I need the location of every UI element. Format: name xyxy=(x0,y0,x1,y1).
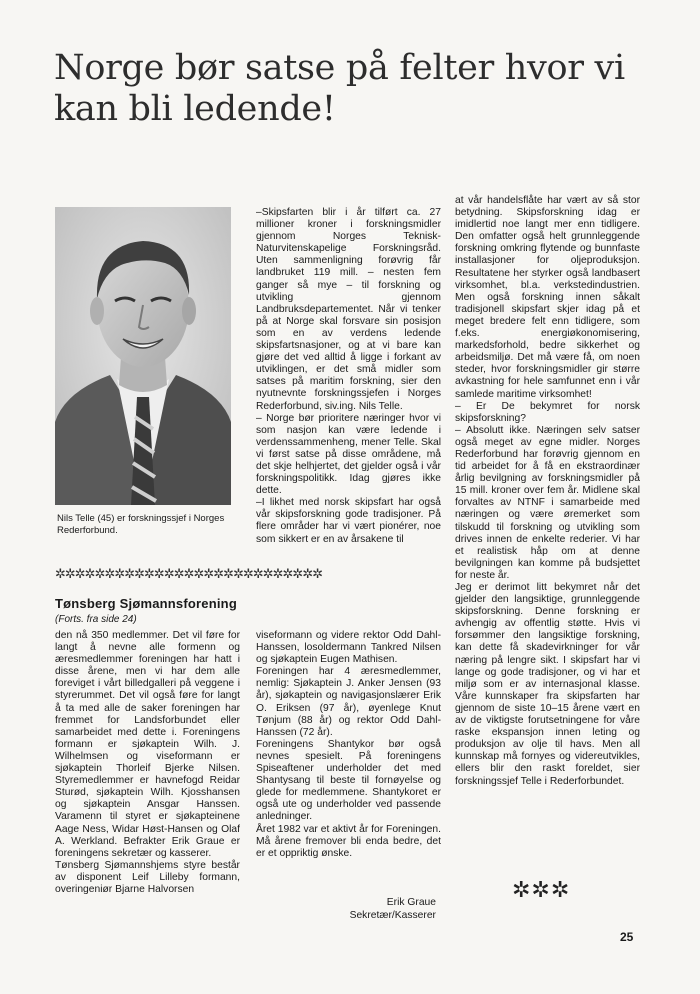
section-left-text: den nå 350 medlemmer. Det vil føre for langt å nevne alle formenn og æresmedlemmer foreningen har hatt i disse årene, men vi har dem alle foreviget i vårt billedgalleri på veggene i styrerummet. Det vil også føre for langt å ta med alle de saker foreningen har fremmet for Landsforbundet eller samarbeidet med dette i. Foreningens formann er sjøkaptein Wilh. J. Wilhelmsen og viseformann er sjøkaptein Thorleif Bjerke Nilsen. Styremedlemmer er havnefogd Reidar Sturød, sjøkaptein Wilh. Kjosshansen og sjøkaptein Ansgar Hanssen. Varamenn til styret er sjøkapteinene Aage Ness, Widar Høst-Hansen og Olaf A. Werkland. Befrakter Erik Graue er foreningens sekretær og kasserer. Tønsberg Sjømannshjems styre består av disponent Leif Lilleby formann, overingeniør Bjarne Halvorsen xyxy=(55,630,240,895)
article-middle-text: –Skipsfarten blir i år tilført ca. 27 millioner kroner i forskningsmidler gjennom Norges Teknisk-Naturvitenskapelige Forskningsråd. Uten sammenligning forøvrig får landbruket 119 mill. – nesten fem ganger så mye – til forskning og utvikling gjennom Landbruksdepartementet. Når vi tenker på at Norge skal forsvare sin posisjon som en av verdens ledende skipsfartsnasjoner, og at vi bare kan gjøre det ved alltid å ligge i forkant av utviklingen, er det små midler som satses på maritim forskning, sier den nyutnevnte forskningssjefen i Norges Rederforbund, siv.ing. Nils Telle. – Norge bør prioritere næringer hvor vi som nasjon kan være ledende i verdenssammenheng, mener Telle. Skal vi først satse på disse områdene, må det skje helhjertet, det gjelder også i vår forskningspolitikk. Idag gjøres ikke dette. –I likhet med norsk skipsfart har også vår skipsforskning gode tradisjoner. På flere områder har vi vært pionérer, noe som sikkert er en av årsakene til xyxy=(256,207,441,545)
article-column-right xyxy=(455,195,640,788)
photo-caption: Nils Telle (45) er forskningssjef i Norges Rederforbund. xyxy=(57,513,225,536)
ornamental-divider: ✲✲✲✲✲✲✲✲✲✲✲✲✲✲✲✲✲✲✲✲✲✲✲✲✲✲✲ xyxy=(55,567,323,582)
portrait-illustration xyxy=(55,207,231,505)
continuation-note: (Forts. fra side 24) xyxy=(55,614,137,625)
article-column-middle xyxy=(256,207,441,546)
article-right-text: at vår handelsflåte har vært av så stor betydning. Skipsforskning idag er imidlertid noe langt mer enn tidligere. Den omfatter også helt grunnleggende forskning omkring flytende og bunnfaste installasjoner for oljeproduksjon. Resultatene her styrker også landbasert virksomhet, bl.a. verkstedindustrien. Men også forskning innen såkalt tradisjonell skipsfart skjer idag på et meget bredere felt enn tidligere, som f.eks. energiøkonomisering, markedsforhold, bedre sikkerhet og arbeidsmiljø. Det må være få, om noen steder, hvor forskningsmidler gir større avkastning for hele samfunnet enn i vår samlede maritime virksomhet! – Er De bekymret for norsk skipsforskning? – Absolutt ikke. Næringen selv satser også meget av egne midler. Norges Rederforbund har forøvrig gjennom en tid arbeidet for å få en ekstraordinær årlig bevilgning av forskningsmidler på 15 mill. kroner over fem år. Midlene skal forvaltes av NTNF i samarbeide med næringen og være øremerket som tilskudd til forskning og utvikling som drives innen de enkelte rederier. Vi har et realistisk håp om at denne bevilgningen kan komme på budsjettet for neste år. Jeg er derimot litt bekymret når det gjelder den langsiktige, grunnleggende skipsforskning. Denne forskning er avhengig av offentlig støtte. Hvis vi forsømmer den langsiktige forskning, kan dette få skadevirkninger for vår næring på lengre sikt. I skipsfart har vi lange og gode tradisjoner, og vi har et miljø som er av internasjonal klasse. Våre kunnskaper fra skipsfarten har gjennom de siste 10–15 årene vært en av de viktigste forutsetningene for våre raske ekspansjon innen leting og produksjon av olje til havs. Men all kunnskap må fornyes og videreutvikles, ellers blir den raskt foreldet, sier forskningssjef Telle i Rederforbundet. xyxy=(455,195,640,787)
section-column-middle xyxy=(256,630,441,860)
signature-title: Sekretær/Kasserer xyxy=(349,910,436,921)
signature-block xyxy=(256,896,436,922)
portrait-photo xyxy=(55,207,231,505)
section-title: Tønsberg Sjømannsforening xyxy=(55,596,237,611)
page-number: 25 xyxy=(620,930,634,944)
section-middle-text: viseformann og videre rektor Odd Dahl-Hanssen, losoldermann Tankred Nilsen og sjøkaptein Eugen Mathisen. Foreningen har 4 æresmedlemmer, nemlig: Sjøkaptein J. Anker Jensen (93 år), sjøkaptein og navigasjonslærer Erik O. Eriksen (97 år), øyenlege Knut Tønjum (88 år) og rektor Odd Dahl-Hanssen (72 år). Foreningens Shantykor bør også nevnes spesielt. På foreningens Spiseaftener underholder det med Shantysang til beste til fornøyelse og glede for medlemmene. Shantykoret er også ute og underholder ved passende anledninger. Året 1982 var et aktivt år for Foreningen. Må årene fremover bli enda bedre, det er et oppriktig ønske. xyxy=(256,630,441,859)
headline: Norge bør satse på felter hvor vi kan bli ledende! xyxy=(54,48,625,129)
section-column-left xyxy=(55,630,240,896)
end-mark-stars: ✲✲✲ xyxy=(512,878,571,903)
signature-name: Erik Graue xyxy=(386,897,436,908)
